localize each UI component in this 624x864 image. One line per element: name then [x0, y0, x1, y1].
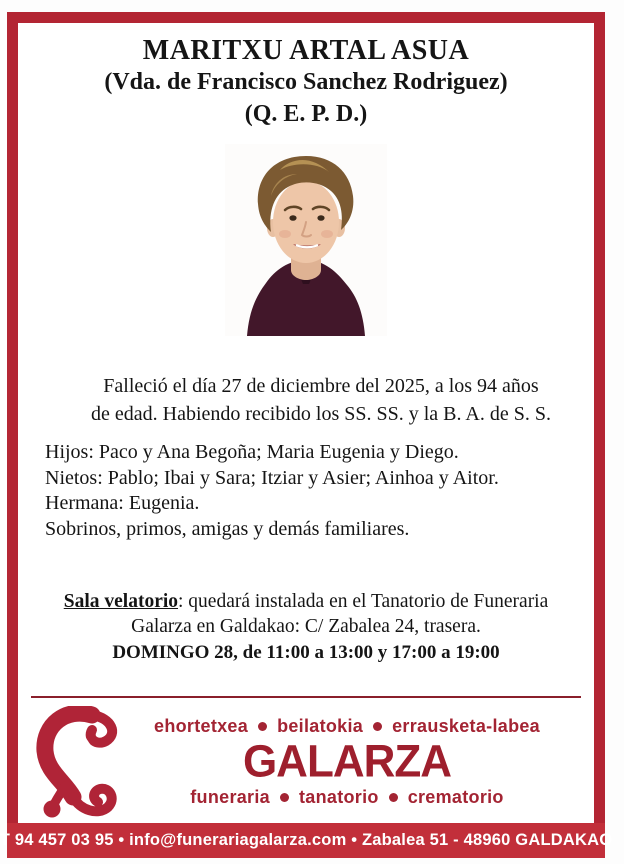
service-beilatokia: beilatokia [277, 716, 364, 736]
service-tanatorio: tanatorio [298, 787, 379, 807]
contact-info: T 94 457 03 95 • info@funerariagalarza.com • Zabalea 51 - 48960 GALDAKAO [0, 831, 613, 849]
red-frame-border [0, 12, 613, 858]
service-ehortetxea: ehortetxea [154, 716, 249, 736]
death-notice-line: Falleció el día 27 de diciembre del 2025, a los 94 años [103, 375, 539, 397]
wake-label: Sala velatorio [63, 591, 179, 612]
bullet-dot-icon [389, 793, 398, 802]
footer-divider [31, 696, 581, 698]
family-line-hermana: Hermana: Eugenia. [45, 492, 200, 514]
galarza-swirl-logo-icon [32, 706, 140, 818]
brand-column [140, 702, 594, 808]
deceased-name: MARITXU ARTAL ASUA [142, 35, 470, 66]
bullet-dot-icon [280, 793, 289, 802]
deceased-subtitle: (Vda. de Francisco Sanchez Rodriguez) [104, 69, 508, 95]
service-crematorio: crematorio [407, 787, 504, 807]
family-line-hijos: Hijos: Paco y Ana Begoña; Maria Eugenia y Diego. [45, 441, 459, 463]
service-funeraria: funeraria [190, 787, 270, 807]
services-bottom-line [140, 787, 554, 808]
header [18, 35, 594, 130]
family-list [45, 440, 580, 542]
funeral-home-footer [18, 696, 594, 823]
wake-info [18, 589, 594, 665]
bullet-dot-icon [373, 722, 382, 731]
wake-line-2: Galarza en Galdakao: C/ Zabalea 24, trasera. [131, 616, 481, 637]
bullet-dot-icon [258, 722, 267, 731]
services-top-line [140, 716, 554, 737]
brand-name: GALARZA [242, 736, 452, 787]
wake-schedule: DOMINGO 28, de 11:00 a 13:00 y 17:00 a 19:00 [112, 642, 500, 663]
portrait-photo [225, 144, 387, 336]
death-notice-line: de edad. Habiendo recibido los SS. SS. y la B. A. de S. S. [91, 403, 551, 425]
qepd-line: (Q. E. P. D.) [244, 101, 368, 127]
wake-line-1-rest: : quedará instalada en el Tanatorio de Funeraria [178, 591, 549, 612]
logo-wrap [18, 702, 140, 823]
family-line-sobrinos: Sobrinos, primos, amigas y demás familiares. [45, 517, 410, 540]
family-line-nietos: Nietos: Pablo; Ibai y Sara; Itziar y Asier; Ainhoa y Aitor. [45, 466, 499, 489]
wake-line-1 [18, 589, 594, 614]
death-notice [64, 372, 578, 428]
service-errausketa: errausketa-labea [392, 716, 540, 736]
contact-bar [0, 823, 613, 858]
footer-row [18, 702, 594, 823]
